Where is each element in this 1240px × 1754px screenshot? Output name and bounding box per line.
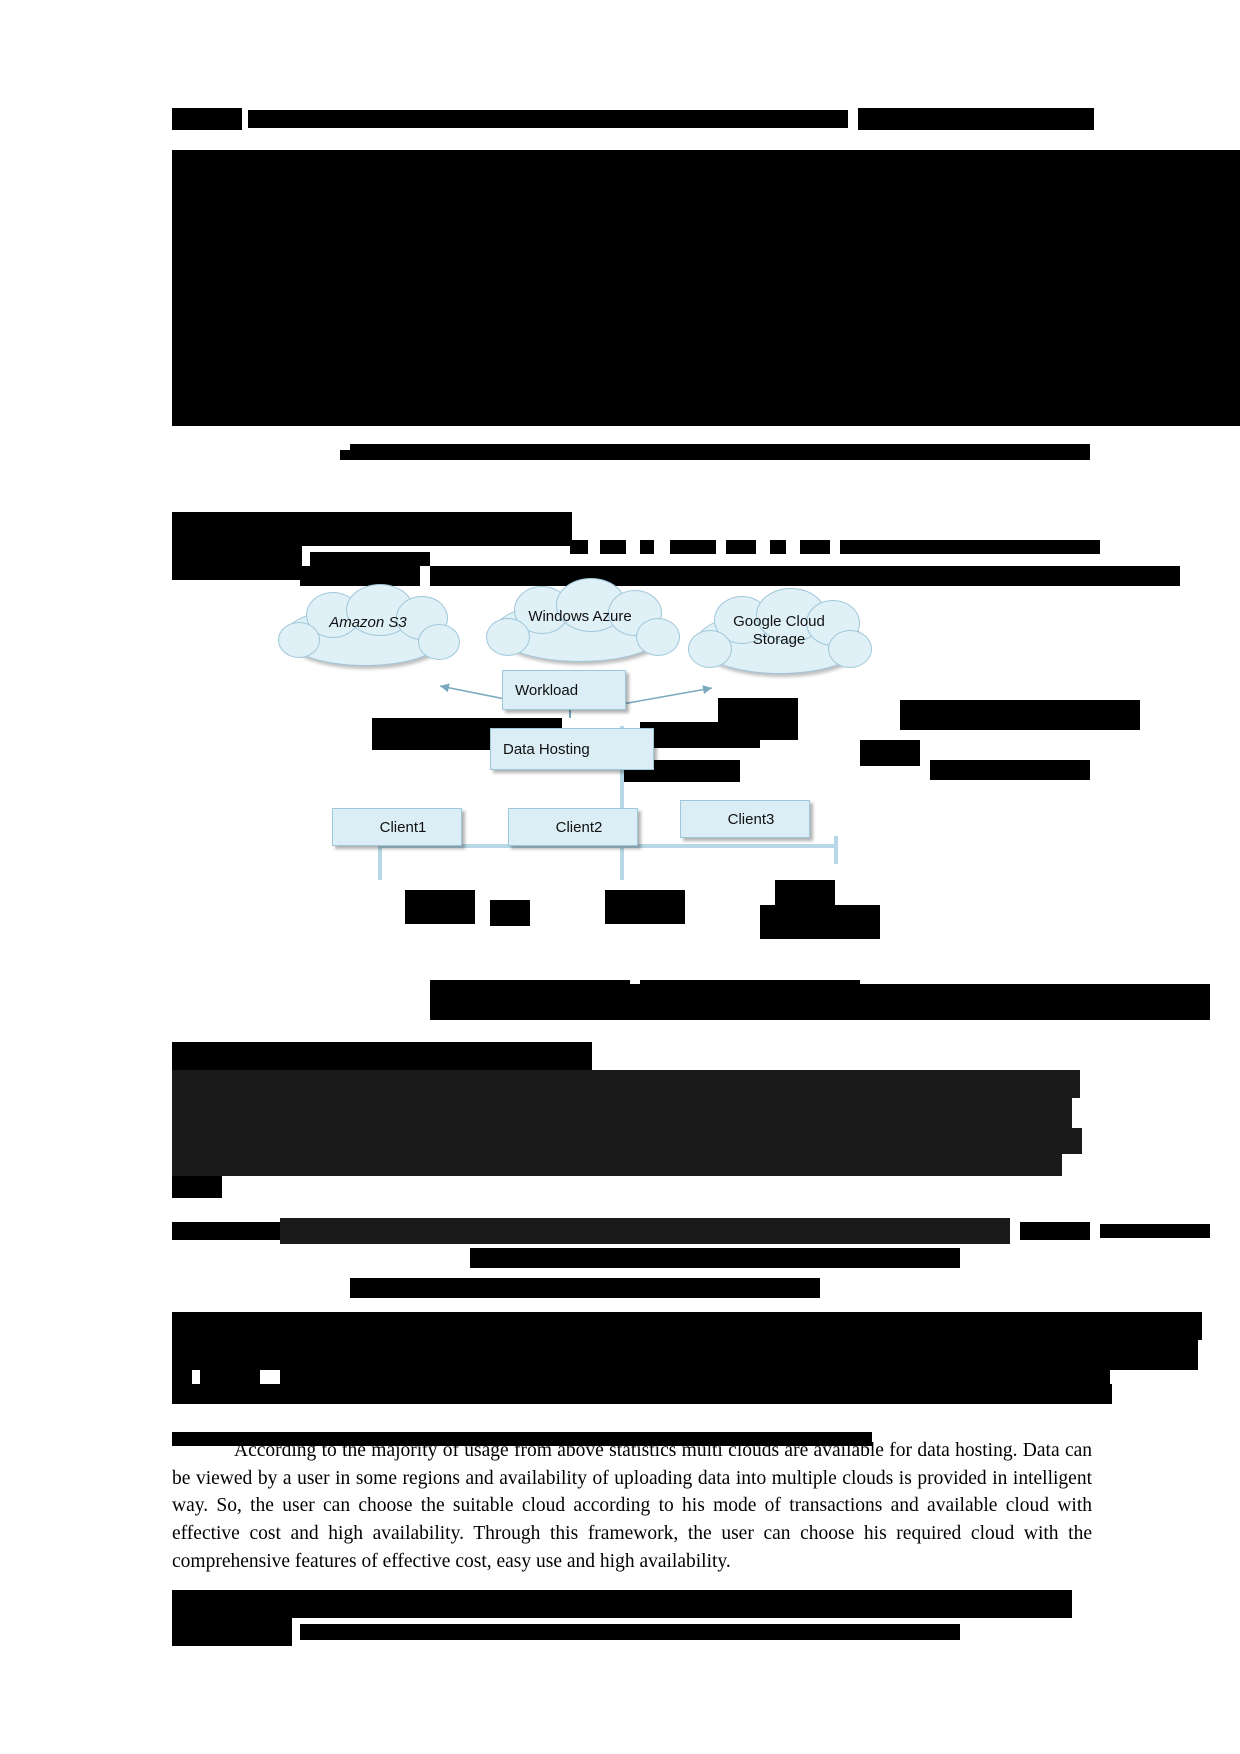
redacted-block <box>172 1340 1198 1370</box>
redacted-block <box>172 180 1240 208</box>
redacted-line <box>300 1624 960 1640</box>
redacted-line <box>430 566 1180 586</box>
redacted-block <box>172 1154 1062 1176</box>
redacted-line <box>670 540 716 554</box>
architecture-diagram <box>300 608 940 938</box>
redacted-line <box>858 108 1094 130</box>
paragraph-text: According to the majority of usage from above statistics multi clouds are available for data hosting. Data can be viewed by a user in some regions and availability of uploading data into multiple clouds is provided in intelligent way. So, the user can choose the suitable cloud according to his mode of transactions and available cloud with effective cost and high availability. Through this framework, the user can choose his required cloud with the comprehensive features of effective cost, easy use and high availability. <box>172 1440 1092 1572</box>
redacted-line <box>172 1176 222 1198</box>
cloud-label-windows-azure: Windows Azure <box>528 608 632 625</box>
redacted-line <box>1100 254 1210 258</box>
redacted-block <box>172 512 572 546</box>
node-client2-label: Client2 <box>555 818 603 836</box>
node-workload <box>502 670 626 710</box>
redacted-block <box>172 1618 292 1646</box>
node-client1 <box>332 808 462 846</box>
node-client2 <box>508 808 638 846</box>
redacted-line <box>770 540 786 554</box>
redacted-line <box>840 540 1100 554</box>
redacted-line <box>1100 212 1210 216</box>
redacted-line <box>1020 1222 1090 1240</box>
redacted-block <box>172 1384 1112 1404</box>
redacted-line <box>340 450 360 460</box>
redacted-line <box>1100 1224 1210 1238</box>
redacted-block <box>172 238 1240 426</box>
redacted-block <box>172 208 1240 238</box>
redacted-block <box>172 1128 1082 1154</box>
node-data-hosting <box>490 728 654 770</box>
node-workload-label: Workload <box>515 681 579 699</box>
redacted-line <box>172 1370 192 1384</box>
redacted-block <box>172 1312 1202 1340</box>
redacted-block <box>172 546 302 580</box>
redacted-block <box>930 760 1090 780</box>
redacted-line <box>172 1222 282 1240</box>
redacted-line <box>470 1248 960 1268</box>
redacted-line <box>280 1368 1110 1384</box>
node-data-hosting-label: Data Hosting <box>503 740 590 758</box>
redacted-caption <box>430 984 1210 1020</box>
redacted-line <box>248 110 848 128</box>
redacted-block <box>172 1098 1072 1128</box>
redacted-heading <box>172 1042 592 1070</box>
redacted-line <box>600 540 626 554</box>
redacted-line <box>1100 232 1210 236</box>
redacted-line <box>300 566 420 586</box>
redacted-line <box>310 552 430 566</box>
redacted-block <box>280 1218 1010 1244</box>
body-paragraph <box>172 1437 1092 1575</box>
redacted-block <box>172 1070 1080 1098</box>
redacted-line <box>570 540 588 554</box>
redacted-line <box>172 108 242 130</box>
redacted-line <box>350 444 1090 460</box>
node-client1-label: Client1 <box>379 818 427 836</box>
cloud-label-google-cloud-storage: Google Cloud Storage <box>733 613 825 648</box>
redacted-block <box>172 1590 1072 1618</box>
redacted-line <box>200 1370 260 1384</box>
redacted-line <box>350 1278 820 1298</box>
redacted-block <box>172 150 1240 180</box>
redacted-line <box>640 540 654 554</box>
redacted-line <box>800 540 830 554</box>
node-client3 <box>680 800 810 838</box>
redacted-line <box>726 540 756 554</box>
redacted-line <box>1100 190 1210 194</box>
node-client3-label: Client3 <box>727 810 775 828</box>
cloud-label-amazon-s3: Amazon S3 <box>329 614 407 631</box>
